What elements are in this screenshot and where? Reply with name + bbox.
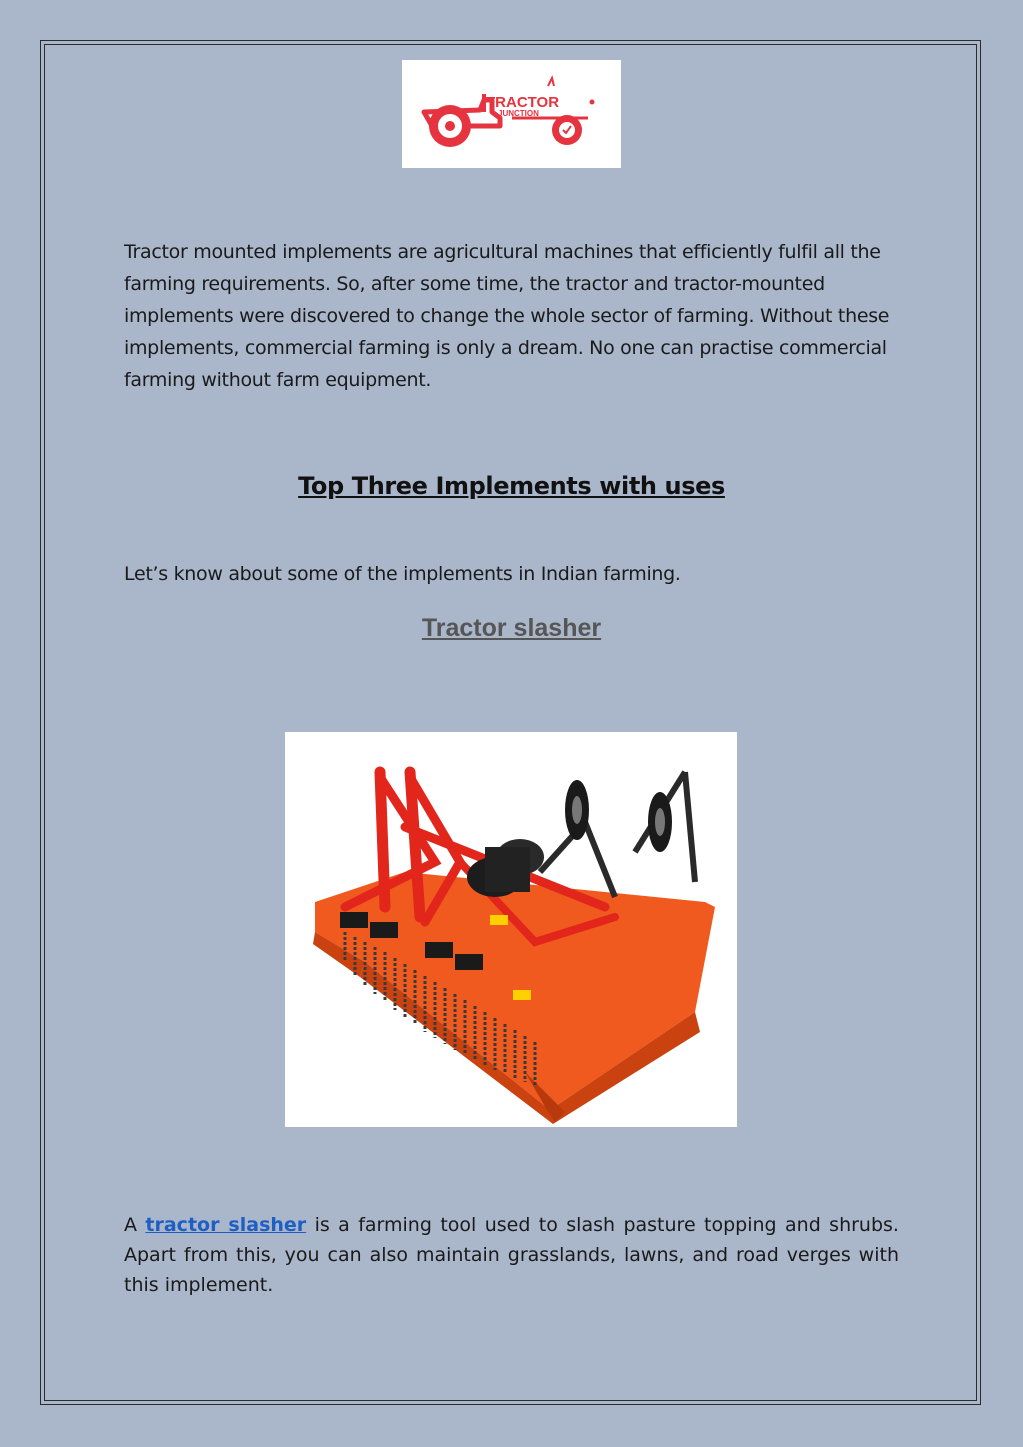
description-suffix: is a farming tool used to slash pasture topping and shrubs. Apart from this, you can also maintain grasslands, lawns, and road verges with this implement. xyxy=(124,1214,899,1296)
section-heading: Top Three Implements with uses xyxy=(298,472,725,500)
tractor-junction-logo xyxy=(402,60,621,168)
tractor-slasher-image xyxy=(285,732,737,1127)
description-prefix: A xyxy=(124,1214,146,1236)
logo-text-junction: JUNCTION xyxy=(498,109,539,118)
logo-text-tractor: TRACTOR xyxy=(486,94,560,111)
implement-subheading: Tractor slasher xyxy=(421,614,602,642)
logo-graphic xyxy=(402,60,621,168)
intro-paragraph: Tractor mounted implements are agricultural machines that efficiently fulfil all the farming requirements. So, after some time, the tractor and tractor-mounted implements were discovered to change the whole sector of farming. Without these implements, commercial farming is only a dream. No one can practise commercial farming without farm equipment. xyxy=(124,241,890,391)
lead-paragraph: Let’s know about some of the implements in Indian farming. xyxy=(124,563,681,585)
tractor-slasher-link[interactable]: tractor slasher xyxy=(145,1214,307,1236)
slasher-illustration xyxy=(285,732,737,1127)
slasher-description xyxy=(124,1210,899,1300)
